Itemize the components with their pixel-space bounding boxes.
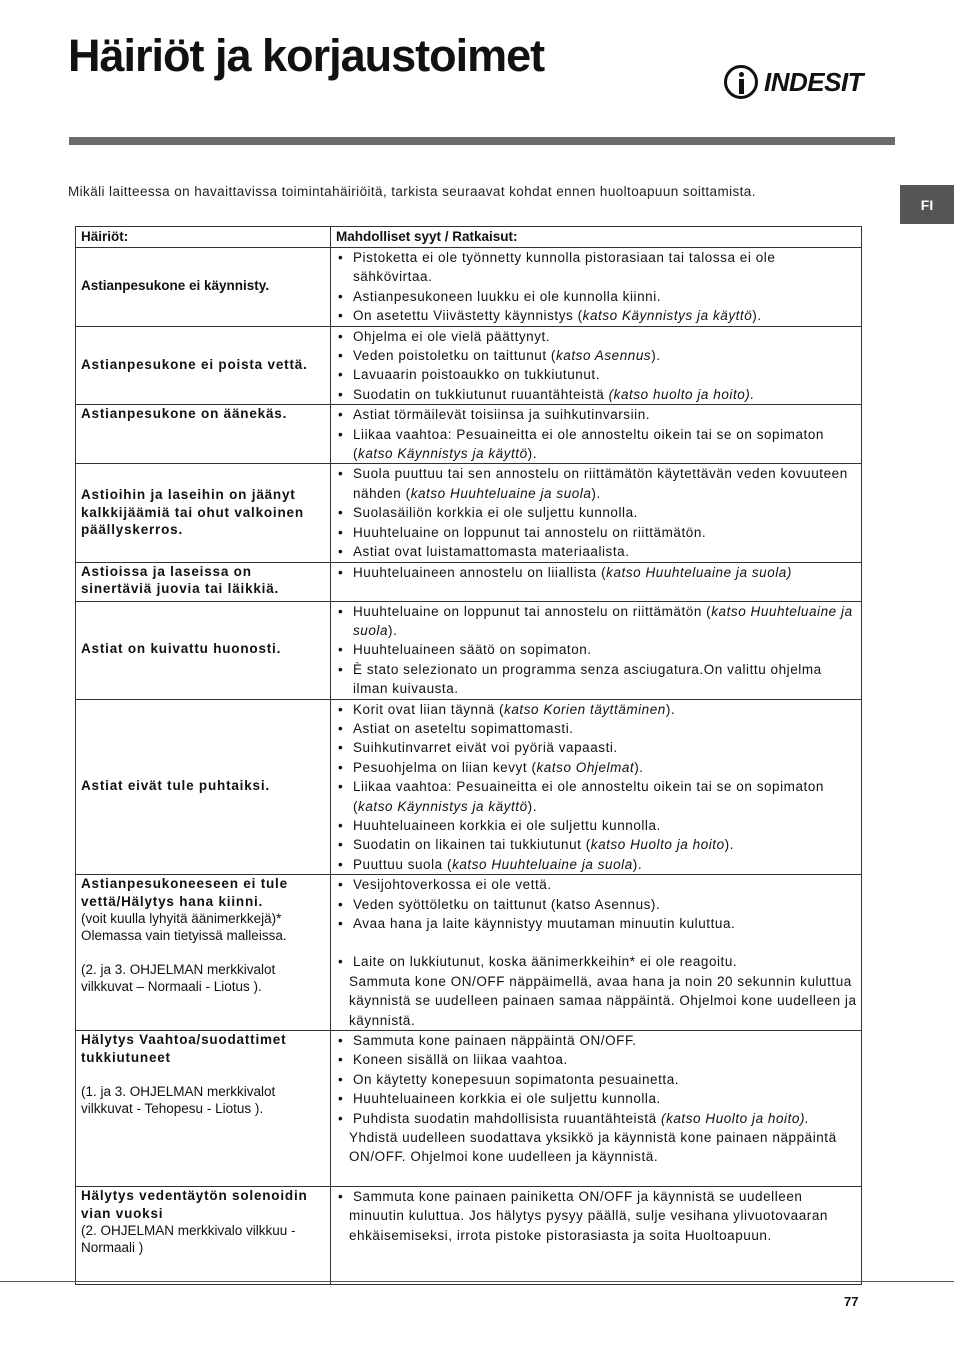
cause-item [335, 816, 857, 835]
cause-text: Huuhteluaineen annostelu on liiallista ( [353, 564, 607, 580]
causes-list [331, 248, 861, 326]
page-number: 77 [844, 1294, 859, 1309]
cause-item [335, 855, 857, 874]
cause-reference: (katso huolto ja hoito). [608, 386, 755, 402]
symptom-text: Astioihin ja laseihin on jäänyt kalkkijäämiä tai ohut valkoinen päällyskerros. [81, 487, 304, 538]
cause-text-end: ). [634, 759, 644, 775]
cause-text: Astiat törmäilevät toisiinsa ja suihkutinvarsiin. [353, 407, 651, 423]
table-row [76, 326, 862, 405]
symptom-text: Astianpesukoneeseen ei tule vettä/Hälytys hana kiinni. [81, 876, 288, 909]
causes-cell [331, 326, 862, 405]
causes-cell [331, 875, 862, 1031]
cause-item [335, 914, 857, 933]
cause-item [335, 738, 857, 757]
cause-item [335, 640, 857, 659]
symptom-cell [76, 1187, 331, 1285]
symptom-text: Astiat eivät tule puhtaiksi. [81, 777, 270, 793]
cause-text: Liikaa vaahtoa: Pesuaineitta ei ole annosteltu oikein tai se on sopimaton ( [353, 426, 824, 462]
cause-text: Suihkutinvarret eivät voi pyöriä vapaasti. [353, 740, 618, 756]
table-row [76, 562, 862, 601]
cause-item [335, 248, 857, 287]
brand-logo [724, 60, 863, 104]
symptom-note: Olemassa vain tietyissä malleissa. [81, 928, 287, 944]
table-row [76, 248, 862, 327]
cause-text: Vesijohtoverkossa ei ole vettä. [353, 877, 552, 893]
cause-text: Huuhteluaineen säätö on sopimaton. [353, 642, 592, 658]
symptom-note [76, 1066, 330, 1083]
symptom-cell [76, 464, 331, 562]
cause-text: Ohjelma ei ole vielä päättynyt. [353, 328, 551, 344]
cause-item [335, 563, 857, 582]
cause-reference: katso Ohjelmat [536, 759, 635, 775]
cause-item [335, 719, 857, 738]
troubleshooting-table [75, 226, 862, 1285]
cause-item [335, 835, 857, 854]
cause-reference: katso Asennus [555, 348, 652, 364]
cause-text: On käytetty konepesuun sopimatonta pesuainetta. [353, 1071, 680, 1087]
causes-list [331, 875, 861, 972]
cause-text: Sammuta kone painaen painiketta ON/OFF ja käynnistä se uudelleen [353, 1189, 803, 1205]
brand-name: INDESIT [764, 66, 864, 97]
cause-text-end: ). [724, 837, 735, 853]
cause-item [335, 1109, 857, 1128]
cause-text: È stato selezionato un programma senza asciugatura.On valittu ohjelma ilman kuivausta. [353, 661, 822, 697]
causes-list [331, 1187, 861, 1206]
table-row [76, 1031, 862, 1187]
cause-reference: (katso Huolto ja hoito). [661, 1110, 810, 1126]
header-symptoms: Häiriöt: [76, 227, 331, 248]
cause-text-end: ). [527, 446, 538, 462]
cause-item [335, 306, 857, 325]
cause-item [335, 1050, 857, 1069]
table-row [76, 875, 862, 1031]
cause-text: Suolasäiliön korkkia ei ole suljettu kunnolla. [353, 505, 638, 521]
cause-text: Pesuohjelma on liian kevyt ( [353, 759, 537, 775]
cause-item [335, 385, 857, 404]
cause-reference: katso Huuhteluaine ja suola [452, 856, 633, 872]
cause-text-end: ). [752, 308, 762, 324]
cause-text: Suodatin on tukkiutunut ruuantähteistä [353, 386, 609, 402]
cause-item [335, 1187, 857, 1206]
cause-text-end: ). [591, 485, 601, 501]
cause-item [335, 1089, 857, 1108]
causes-cell [331, 405, 862, 464]
cause-item [335, 777, 857, 816]
cause-item [335, 425, 857, 464]
symptom-note: (2. OHJELMAN merkkivalo vilkkuu - Normaali ) [81, 1223, 296, 1256]
cause-item [335, 405, 857, 424]
cause-item [335, 875, 857, 894]
causes-list [331, 563, 861, 582]
cause-text: Suola puuttuu tai sen annostelu on riittämätön käytettävän veden kovuuteen nähden ( [353, 466, 848, 501]
symptom-cell [76, 1031, 331, 1187]
cause-continuation: minuutin kuluttua. Jos hälytys pysyy päällä, sulje vesihana ylivuotovaaran ehkäisemiseksi, irrota pistoke pistorasiasta ja soita Huoltoapuun. [349, 1208, 828, 1243]
cause-item [335, 346, 857, 365]
cause-reference: katso Käynnistys ja käyttö [358, 446, 528, 462]
symptom-note: (2. ja 3. OHJELMAN merkkivalot vilkkuvat – Normaali - Liotus ). [81, 962, 276, 995]
cause-text: Huuhteluaine on loppunut tai annostelu on riittämätön ( [353, 603, 712, 619]
symptom-cell [76, 248, 331, 327]
cause-text: Pistoketta ei ole työnnetty kunnolla pistorasiaan tai talossa ei ole sähkövirtaa. [353, 250, 776, 285]
cause-text: Lavuaarin poistoaukko on tukkiutunut. [353, 367, 601, 383]
symptom-text: Hälytys Vaahtoa/suodattimet tukkiutuneet [81, 1032, 287, 1065]
causes-list [331, 464, 861, 561]
symptom-note: (voit kuulla lyhyitä äänimerkkejä)* [81, 911, 282, 927]
cause-item [335, 327, 857, 346]
intro-text: Mikäli laitteessa on havaittavissa toimintahäiriöitä, tarkista seuraavat kohdat ennen huoltoapuun soittamista. [68, 184, 756, 199]
cause-text-end: ). [632, 856, 643, 872]
cause-item [335, 700, 857, 719]
cause-reference: katso Huuhteluaine ja suola [410, 485, 592, 501]
cause-text-end: ). [388, 622, 398, 638]
cause-item [335, 660, 857, 699]
symptom-cell [76, 601, 331, 699]
causes-cell [331, 699, 862, 875]
cause-item [335, 464, 857, 503]
table-row [76, 464, 862, 562]
symptom-note [76, 944, 330, 961]
causes-list [331, 405, 861, 463]
cause-text-end: ). [651, 348, 661, 364]
symptom-text: Astianpesukone ei poista vettä. [81, 356, 308, 372]
cause-text: Puuttuu suola ( [353, 856, 453, 872]
cause-text-end: ). [527, 798, 538, 814]
causes-cell [331, 1031, 862, 1187]
footer-rule [0, 1281, 954, 1282]
cause-text: Suodatin on likainen tai tukkiutunut ( [353, 837, 591, 853]
cause-item [335, 1070, 857, 1089]
cause-reference: katso Käynnistys ja käyttö [582, 308, 753, 324]
table-row [76, 1187, 862, 1285]
symptom-text: Hälytys vedentäytön solenoidin vian vuoksi [81, 1188, 308, 1221]
causes-list [331, 700, 861, 875]
cause-text: Avaa hana ja laite käynnistyy muutaman minuutin kuluttua. [353, 916, 736, 931]
cause-reference: katso Korien täyttäminen [504, 701, 666, 717]
cause-text: Korit ovat liian täynnä ( [353, 701, 505, 717]
cause-text: Astiat ovat luistamattomasta materiaalista. [353, 544, 630, 560]
symptom-note: (1. ja 3. OHJELMAN merkkivalot vilkkuvat - Tehopesu - Liotus ). [81, 1084, 276, 1117]
cause-text: Astiat on aseteltu sopimattomasti. [353, 720, 574, 736]
cause-item [335, 895, 857, 914]
cause-reference: katso Huolto ja hoito [590, 837, 725, 853]
table-row [76, 405, 862, 464]
cause-item [335, 952, 857, 971]
cause-item [335, 1031, 857, 1050]
cause-item [335, 542, 857, 561]
cause-text: Puhdista suodatin mahdollisista ruuantähteistä [353, 1110, 662, 1126]
cause-text: Huuhteluaineen korkkia ei ole suljettu kunnolla. [353, 1091, 661, 1107]
symptom-text: Astianpesukone on äänekäs. [81, 406, 288, 422]
symptom-cell [76, 875, 331, 1031]
causes-cell [331, 464, 862, 562]
table-body [76, 248, 862, 1285]
cause-text: Liikaa vaahtoa: Pesuaineitta ei ole annosteltu oikein tai se on sopimaton ( [353, 779, 824, 814]
causes-cell [331, 562, 862, 601]
symptom-cell [76, 699, 331, 875]
cause-item [335, 365, 857, 384]
cause-item [335, 758, 857, 777]
cause-text: Veden syöttöletku on taittunut (katso Asennus). [353, 896, 661, 912]
header-causes: Mahdolliset syyt / Ratkaisut: [331, 227, 862, 248]
page-title: Häiriöt ja korjaustoimet [68, 30, 545, 81]
cause-item [335, 602, 857, 641]
cause-reference: katso Huuhteluaine ja suola) [606, 564, 792, 580]
cause-text: Sammuta kone painaen näppäintä ON/OFF. [353, 1033, 637, 1049]
causes-cell [331, 248, 862, 327]
cause-text: Laite on lukkiutunut, koska äänimerkkeihin* ei ole reagoitu. [353, 954, 738, 970]
header-rule [69, 137, 895, 145]
symptom-text: Astianpesukone ei käynnisty. [81, 277, 270, 293]
language-tab: FI [900, 185, 954, 224]
brand-logo-icon [724, 65, 758, 99]
cause-text: Huuhteluaine on loppunut tai annostelu on riittämätön. [353, 524, 707, 540]
causes-list [331, 1031, 861, 1128]
table-header-row [76, 227, 862, 248]
causes-list [331, 327, 861, 405]
cause-text: Huuhteluaineen korkkia ei ole suljettu kunnolla. [353, 817, 661, 833]
cause-continuation: Yhdistä uudelleen suodattava yksikkö ja käynnistä kone painaen näppäintä ON/OFF. Ohjelmoi kone uudelleen ja käynnistä. [349, 1130, 837, 1165]
causes-cell [331, 1187, 862, 1285]
table-row [76, 699, 862, 875]
cause-text-end: ). [665, 701, 676, 717]
cause-item [335, 523, 857, 542]
table-row [76, 601, 862, 699]
symptom-cell [76, 405, 331, 464]
symptom-cell [76, 326, 331, 405]
cause-reference: katso Käynnistys ja käyttö [358, 798, 528, 814]
cause-text: Koneen sisällä on liikaa vaahtoa. [353, 1052, 568, 1068]
causes-cell [331, 601, 862, 699]
symptom-text: Astioissa ja laseissa on sinertäviä juovia tai läikkiä. [81, 563, 280, 596]
causes-list [331, 602, 861, 699]
cause-continuation: Sammuta kone ON/OFF näppäimellä, avaa hana ja noin 20 sekunnin kuluttua käynnistä se uudelleen painaen samaa näppäintä. Ohjelmoi kone uudelleen ja käynnistä. [349, 973, 857, 1028]
cause-item [335, 503, 857, 522]
cause-text: On asetettu Viivästetty käynnistys ( [353, 308, 583, 324]
cause-text: Astianpesukoneen luukku ei ole kunnolla kiinni. [353, 288, 662, 304]
symptom-text: Astiat on kuivattu huonosti. [81, 641, 282, 657]
cause-text: Veden poistoletku on taittunut ( [353, 348, 556, 364]
symptom-cell [76, 562, 331, 601]
cause-item [335, 287, 857, 306]
cause-reference: katso Huuhteluaine ja suola [353, 603, 853, 638]
